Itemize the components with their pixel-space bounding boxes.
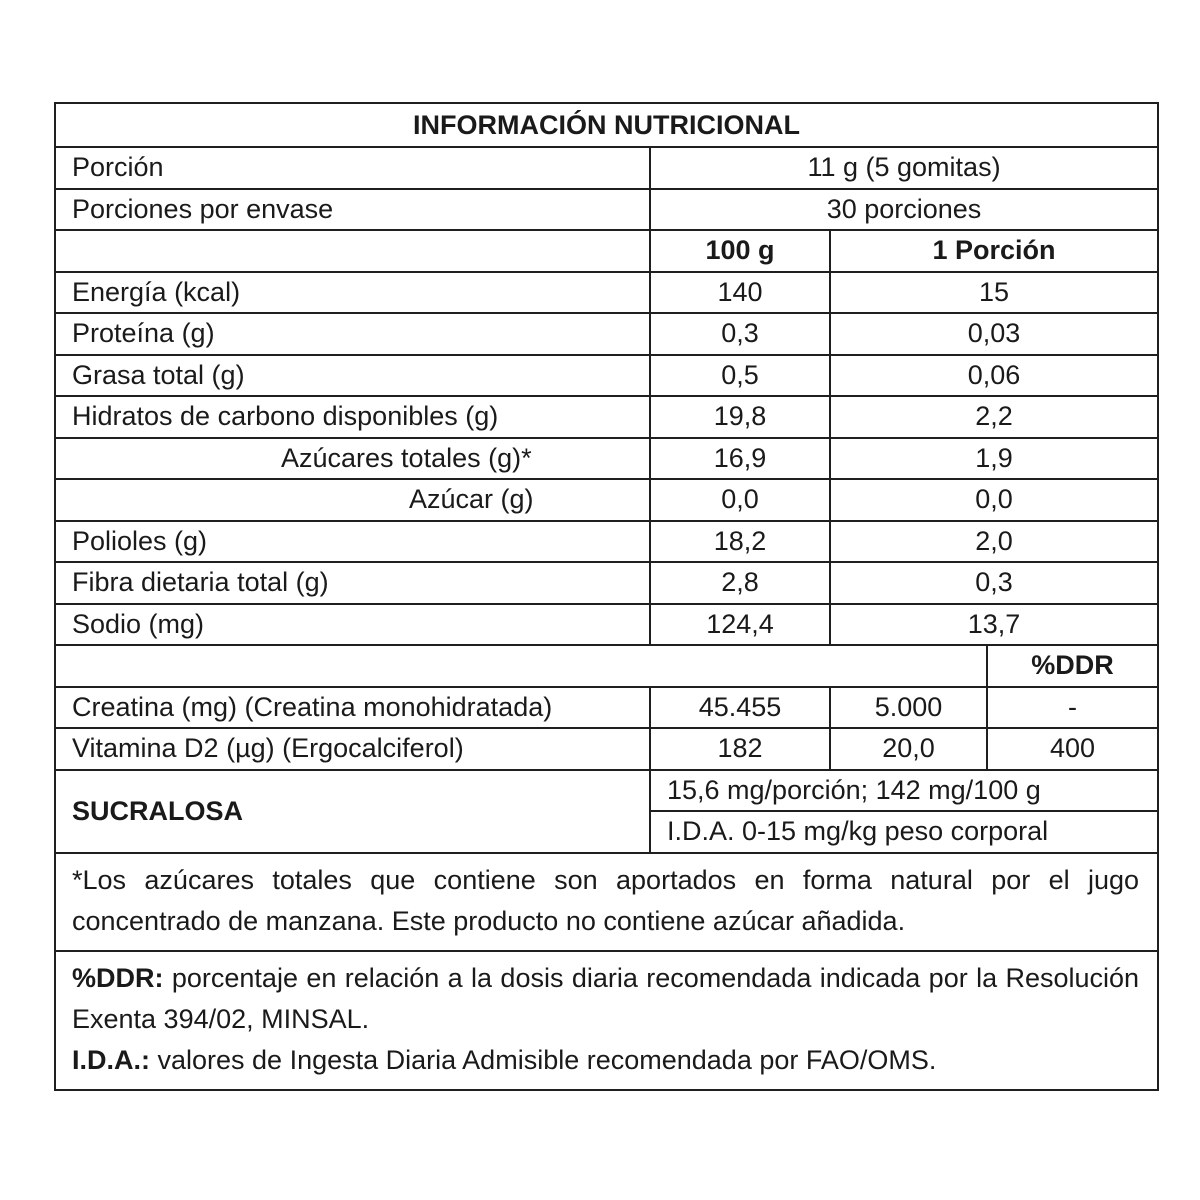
nutrient-row [55,521,1158,563]
nutrient-label: Grasa total (g) [55,355,650,397]
value-per-100g: 0,0 [650,479,830,521]
value-per-portion: 0,06 [830,355,1158,397]
ddr-definition [72,958,1139,1040]
value-ddr: - [987,687,1158,729]
nutrient-row [55,479,1158,521]
value-per-portion: 13,7 [830,604,1158,646]
value-per-100g: 0,5 [650,355,830,397]
header-ddr: %DDR [987,645,1158,687]
value-per-portion: 2,0 [830,521,1158,563]
nutrient-label: Polioles (g) [55,521,650,563]
value-per-100g: 16,9 [650,438,830,480]
nutrient-row [55,272,1158,314]
value-per-portion: 1,9 [830,438,1158,480]
value-per-100g: 182 [650,728,830,770]
footnote-row [55,853,1158,951]
definitions-row [55,951,1158,1090]
definitions-cell [55,951,1158,1090]
servings-row [55,189,1158,231]
value-per-portion: 0,0 [830,479,1158,521]
portion-value: 11 g (5 gomitas) [650,147,1158,189]
portion-row [55,147,1158,189]
sucralose-row [55,770,1158,812]
title-row [55,103,1158,147]
value-per-100g: 45.455 [650,687,830,729]
sucralose-amount: 15,6 mg/porción; 142 mg/100 g [650,770,1158,812]
supplement-row [55,687,1158,729]
ddr-header-row [55,645,1158,687]
nutrition-facts-table [54,102,1159,1091]
nutrient-row [55,355,1158,397]
nutrient-label: Sodio (mg) [55,604,650,646]
nutrient-label: Energía (kcal) [55,272,650,314]
value-per-portion: 0,3 [830,562,1158,604]
header-per-portion: 1 Porción [830,230,1158,272]
value-per-100g: 19,8 [650,396,830,438]
table-title: INFORMACIÓN NUTRICIONAL [55,103,1158,147]
value-per-portion: 15 [830,272,1158,314]
servings-label: Porciones por envase [55,189,650,231]
supplement-label: Creatina (mg) (Creatina monohidratada) [55,687,650,729]
nutrient-sublabel: Azúcares totales (g)* [55,438,650,480]
value-per-100g: 0,3 [650,313,830,355]
sucralose-ida: I.D.A. 0-15 mg/kg peso corporal [650,811,1158,853]
nutrient-row [55,562,1158,604]
ida-definition [72,1040,1139,1081]
empty-header-cell [55,645,987,687]
portion-label: Porción [55,147,650,189]
value-ddr: 400 [987,728,1158,770]
value-per-portion: 5.000 [830,687,987,729]
sugar-footnote: *Los azúcares totales que contiene son aportados en forma natural por el jugo concentrado de manzana. Este producto no contiene azúcar añadida. [55,853,1158,951]
column-header-row [55,230,1158,272]
value-per-portion: 20,0 [830,728,987,770]
nutrient-sublabel: Azúcar (g) [55,479,650,521]
value-per-100g: 140 [650,272,830,314]
value-per-portion: 0,03 [830,313,1158,355]
empty-header-cell [55,230,650,272]
header-per-100g: 100 g [650,230,830,272]
servings-value: 30 porciones [650,189,1158,231]
value-per-portion: 2,2 [830,396,1158,438]
nutrient-label: Fibra dietaria total (g) [55,562,650,604]
nutrient-label: Proteína (g) [55,313,650,355]
nutrient-row [55,438,1158,480]
nutrient-row [55,604,1158,646]
ida-text: valores de Ingesta Diaria Admisible recomendada por FAO/OMS. [150,1044,937,1075]
sucralose-label: SUCRALOSA [55,770,650,853]
supplement-row [55,728,1158,770]
nutrient-label: Hidratos de carbono disponibles (g) [55,396,650,438]
ddr-term: %DDR: [72,962,164,993]
value-per-100g: 18,2 [650,521,830,563]
value-per-100g: 2,8 [650,562,830,604]
ddr-text: porcentaje en relación a la dosis diaria recomendada indicada por la Resolución Exenta 394/02, MINSAL. [72,962,1140,1034]
nutrient-row [55,313,1158,355]
nutrient-row [55,396,1158,438]
value-per-100g: 124,4 [650,604,830,646]
ida-term: I.D.A.: [72,1044,150,1075]
supplement-label: Vitamina D2 (µg) (Ergocalciferol) [55,728,650,770]
